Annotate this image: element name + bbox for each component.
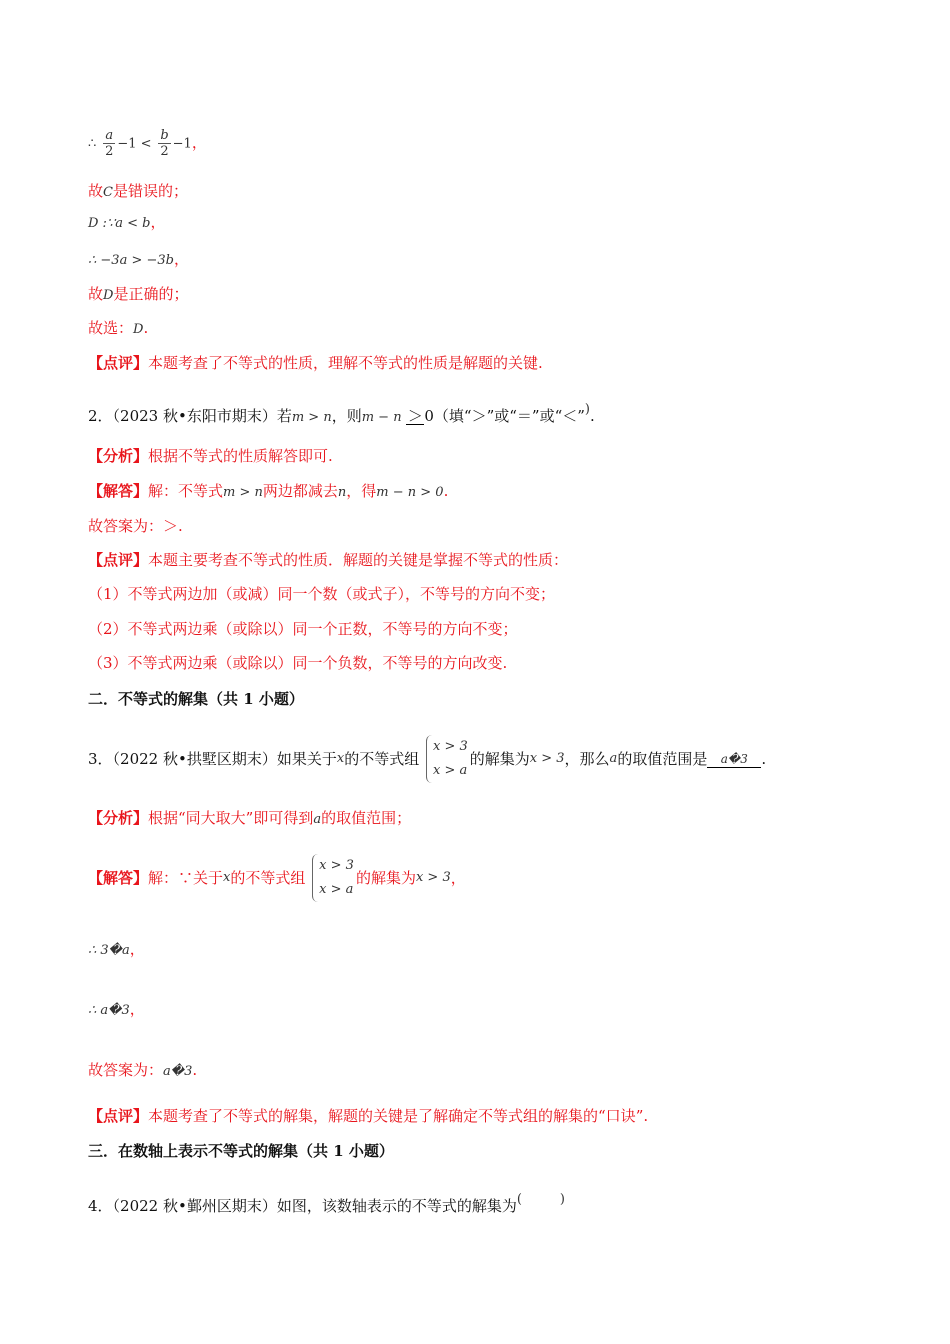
therefore-symbol: ∴ [88, 136, 97, 152]
step-c-wrong: 故C是错误的； [88, 182, 188, 200]
step-d-correct: 故D是正确的； [88, 285, 189, 303]
final-answer-q3: 故答案为：a�3. [88, 1061, 198, 1079]
answer-blank: ＞ [407, 407, 423, 425]
question-3: 3．（2022 秋•拱墅区期末）如果关于x的不等式组 x > 3 x > a 的解集为x > 3，那么a的取值范围是 a�3 . [88, 735, 766, 783]
final-choice: 故选：D. [88, 319, 149, 337]
question-2: 2．（2023 秋•东阳市期末）若m > n，则m − n ＞ 0（填“＞”或“＝”或“＜”). [88, 402, 595, 425]
comment-q1: 【点评】本题考查了不等式的性质，理解不等式的性质是解题的关键. [88, 354, 543, 372]
step-a-3: ∴ a�3， [88, 1000, 145, 1018]
analysis-q3: 【分析】根据“同大取大”即可得到a的取值范围； [88, 809, 412, 827]
rule-3: （3）不等式两边乘（或除以）同一个负数，不等号的方向改变. [88, 654, 508, 672]
section-heading-2: 二．不等式的解集（共 1 小题） [88, 690, 304, 708]
answer-q3: 【解答】解：∵关于x的不等式组 x > 3 x > a 的解集为x > 3， [88, 854, 466, 902]
inequality-system: x > 3 x > a [426, 735, 468, 783]
comment-q2: 【点评】本题主要考查不等式的性质．解题的关键是掌握不等式的性质： [88, 551, 569, 569]
inequality-system: x > 3 x > a [312, 854, 354, 902]
step-fraction-inequality: ∴ $\frac{a}{2}$ −1 < $\frac{b}{2}$ −1， [88, 128, 207, 159]
comment-q3: 【点评】本题考查了不等式的解集，解题的关键是了解确定不等式组的解集的“口诀”. [88, 1107, 649, 1125]
answer-q2: 【解答】解：不等式m > n两边都减去n，得m − n > 0. [88, 482, 449, 500]
step-3-a: ∴ 3�a， [88, 940, 145, 958]
step-d-condition: D :∵a < b， [88, 213, 166, 231]
section-heading-3: 三．在数轴上表示不等式的解集（共 1 小题） [88, 1142, 394, 1160]
analysis-q2: 【分析】根据不等式的性质解答即可. [88, 447, 333, 465]
final-answer-q2: 故答案为：＞. [88, 517, 183, 535]
answer-blank: a�3 [707, 751, 761, 768]
fraction-a-over-2: $\frac{a}{2}$ [105, 128, 114, 159]
step-d-result: ∴ −3a > −3b， [88, 250, 189, 268]
rule-1: （1）不等式两边加（或减）同一个数（或式子），不等号的方向不变； [88, 585, 556, 603]
fraction-b-over-2: $\frac{b}{2}$ [160, 128, 169, 159]
question-4: 4．（2022 秋•鄞州区期末）如图，该数轴表示的不等式的解集为( ) [88, 1192, 565, 1215]
rule-2: （2）不等式两边乘（或除以）同一个正数，不等号的方向不变； [88, 620, 518, 638]
